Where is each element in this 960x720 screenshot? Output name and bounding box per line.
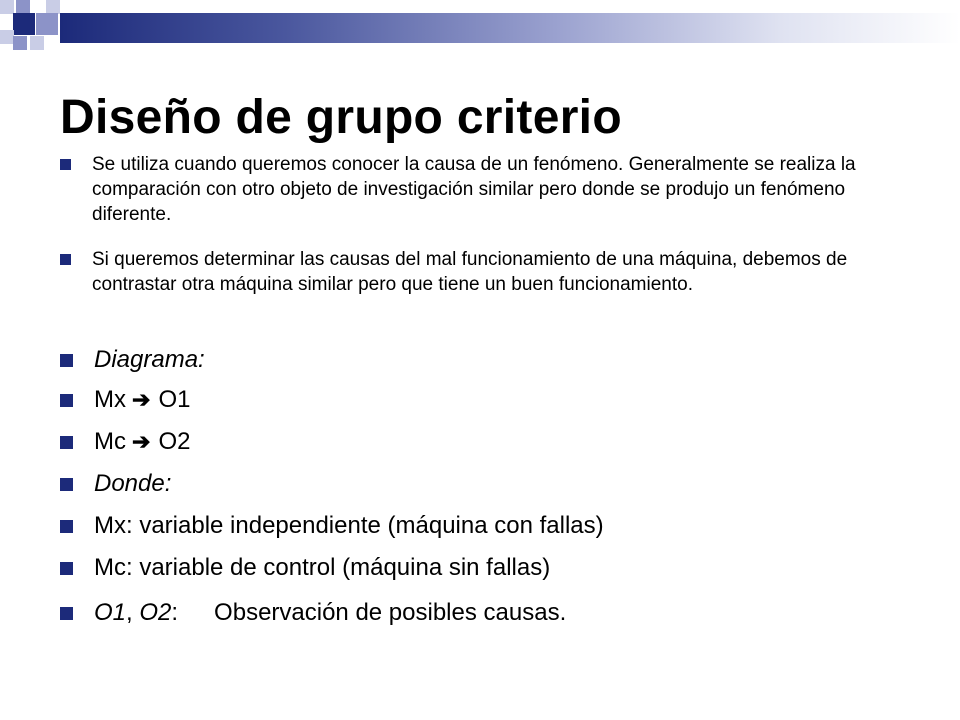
bullet-text (94, 382, 190, 418)
term-separator: , (126, 599, 140, 626)
bullet-marker (60, 254, 71, 265)
bullet-marker (60, 394, 73, 407)
bullet-mx-o1 (60, 382, 940, 418)
bullet-description (60, 152, 940, 227)
decor-square-1 (0, 0, 14, 14)
decor-square-2 (16, 0, 30, 14)
bullet-marker (60, 478, 73, 491)
mx-label: Mx (94, 386, 126, 413)
decor-square-8 (30, 36, 44, 50)
o-definition-text: Observación de posibles causas. (214, 599, 567, 626)
mc-label: Mc (94, 428, 126, 455)
bullet-marker (60, 159, 71, 170)
bullet-marker (60, 436, 73, 449)
bullet-text (94, 595, 566, 631)
bullet-diagrama (60, 342, 940, 378)
bullet-mc-o2 (60, 424, 940, 460)
decor-square-7 (13, 36, 27, 50)
bullet-marker (60, 520, 73, 533)
decor-square-6 (0, 30, 14, 44)
bullet-text: Se utiliza cuando queremos conocer la causa de un fenómeno. Generalmente se realiza la comparación con otro objeto de investigación similar pero donde se produjo un fenómeno diferente. (92, 154, 856, 225)
o2-term: O2 (139, 599, 172, 626)
slide-title: Diseño de grupo criterio (60, 91, 622, 144)
o2-label: O2 (158, 428, 191, 455)
bullet-donde (60, 466, 940, 502)
bullet-marker (60, 607, 73, 620)
arrow-right-icon: ➔ (132, 429, 151, 454)
decor-square-3 (46, 0, 60, 14)
bullet-text: Donde: (94, 470, 172, 497)
bullet-marker (60, 354, 73, 367)
bullet-text: Mx: variable independiente (máquina con fallas) (94, 512, 604, 539)
term-colon: : (171, 599, 179, 626)
o1-term: O1 (94, 599, 127, 626)
arrow-right-icon: ➔ (132, 387, 151, 412)
o1-label: O1 (158, 386, 191, 413)
bullet-mx-definition (60, 508, 940, 544)
decor-square-5 (36, 13, 58, 35)
bullet-text: Si queremos determinar las causas del mal funcionamiento de una máquina, debemos de contrastar otra máquina similar pero que tiene un buen funcionamiento. (92, 249, 848, 295)
bullet-text: Diagrama: (94, 346, 205, 373)
header-gradient-band (60, 13, 960, 43)
bullet-marker (60, 562, 73, 575)
bullet-example (60, 247, 940, 297)
bullet-mc-definition (60, 550, 940, 586)
bullet-text (94, 424, 190, 460)
decor-square-4 (13, 13, 35, 35)
bullet-text: Mc: variable de control (máquina sin fallas) (94, 554, 551, 581)
bullet-o-definition (60, 595, 940, 631)
